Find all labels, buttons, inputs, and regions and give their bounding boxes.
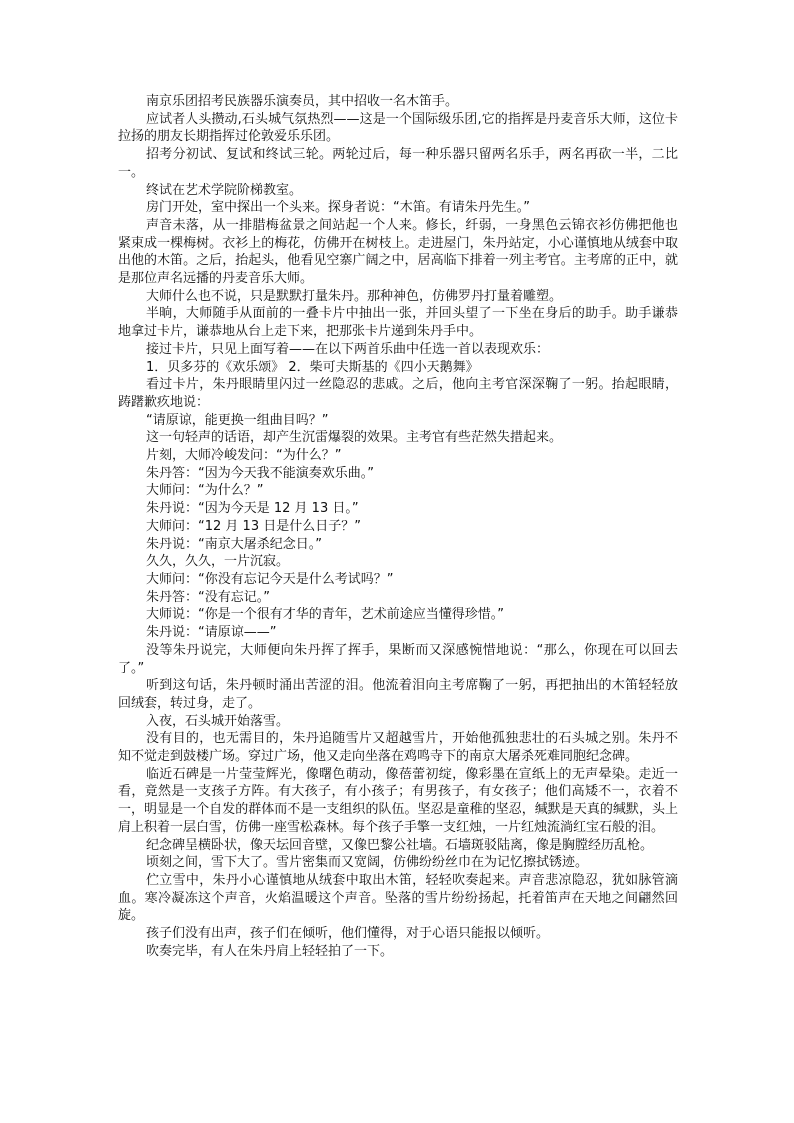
paragraph: 1．贝多芬的《欢乐颂》 2．柴可夫斯基的《四小天鹅舞》 (146, 359, 479, 375)
paragraph: 顷刻之间，雪下大了。雪片密集而又宽阔，仿佛纷纷丝巾在为记忆擦拭锈迹。 (146, 855, 589, 871)
paragraph: 片刻，大师冷峻发问：“为什么？” (146, 448, 342, 464)
paragraph: 房门开处，室中探出一个头来。探身者说：“木笛。有请朱丹先生。” (146, 200, 530, 216)
paragraph: 朱丹说：“请原谅——” (146, 625, 277, 641)
paragraph: 没有目的，也无需目的，朱丹追随雪片又超越雪片，开始他孤独悲壮的石头城之别。朱丹不知不觉走到鼓楼广场。穿过广场，他又走向坐落在鸡鸣寺下的南京大屠杀死难同胞纪念碑。 (118, 731, 678, 765)
paragraph: 半晌，大师随手从面前的一叠卡片中抽出一张，并回头望了一下坐在身后的助手。助手谦恭地拿过卡片，谦恭地从台上走下来，把那张卡片递到朱丹手中。 (118, 306, 678, 340)
paragraph: 应试者人头攒动,石头城气氛热烈——这是一个国际级乐团,它的指挥是丹麦音乐大师，这位卡拉扬的朋友长期指挥过伦敦爱乐乐团。 (118, 111, 678, 145)
paragraph: 大师问：“为什么？” (146, 483, 264, 499)
paragraph: 入夜，石头城开始落雪。 (146, 713, 290, 729)
paragraph: 大师问：“你没有忘记今天是什么考试吗？” (146, 571, 394, 587)
paragraph: 声音未落，从一排腊梅盆景之间站起一个人来。修长，纤弱，一身黑色云锦衣衫仿佛把他也紧束成一棵梅树。衣衫上的梅花，仿佛开在树枝上。走进屋门，朱丹站定，小心谨慎地从绒套中取出他的木笛。之后，抬起头，他看见空寨广阔之中，居高临下排着一列主考官。主考席的正中，就是那位声名远播的丹麦音乐大师。 (118, 217, 678, 287)
paragraph: 朱丹说：“南京大屠杀纪念日。” (146, 536, 322, 552)
paragraph: 吹奏完毕，有人在朱丹肩上轻轻拍了一下。 (146, 943, 394, 959)
document-body (118, 93, 678, 960)
paragraph: 终试在艺术学院阶梯教室。 (146, 182, 303, 198)
paragraph: 大师说：“你是一个很有才华的青年，艺术前途应当懂得珍惜。” (146, 607, 504, 623)
paragraph: 久久，久久，一片沉寂。 (146, 554, 290, 570)
paragraph: 没等朱丹说完，大师便向朱丹挥了挥手，果断而又深感惋惜地说：“那么，你现在可以回去了。” (118, 642, 678, 676)
paragraph: 朱丹答：“因为今天我不能演奏欢乐曲。” (146, 465, 374, 481)
paragraph: 接过卡片，只见上面写着——在以下两首乐曲中任选一首以表现欢乐： (146, 341, 550, 357)
paragraph: 大师问：“12 月 13 日是什么日子？” (146, 518, 361, 534)
paragraph: 朱丹说：“因为今天是 12 月 13 日。” (146, 501, 359, 517)
paragraph: 大师什么也不说，只是默默打量朱丹。那种神色，仿佛罗丹打量着雕塑。 (146, 288, 563, 304)
paragraph: 招考分初试、复试和终试三轮。两轮过后，每一种乐器只留两名乐手，两名再砍一半，二比一。 (118, 147, 678, 180)
paragraph: 纪念碑呈横卧状，像天坛回音壁，又像巴黎公社墙。石墙斑驳陆离，像是胸膛经历乱枪。 (146, 837, 654, 853)
paragraph: 朱丹答：“没有忘记。” (146, 589, 270, 605)
paragraph: 这一句轻声的话语，却产生沉雷爆裂的效果。主考官有些茫然失措起来。 (146, 430, 563, 446)
paragraph: 南京乐团招考民族器乐演奏员，其中招收一名木笛手。 (146, 94, 459, 109)
paragraph: 听到这句话，朱丹顿时涌出苦涩的泪。他流着泪向主考席鞠了一躬，再把抽出的木笛轻轻放回绒套，转过身，走了。 (118, 678, 678, 711)
paragraph: 孩子们没有出声，孩子们在倾听，他们懂得，对于心语只能报以倾听。 (146, 926, 550, 942)
paragraph: 伫立雪中，朱丹小心谨慎地从绒套中取出木笛，轻轻吹奏起来。声音悲凉隐忍，犹如脉管滴血。寒冷凝冻这个声音，火焰温暖这个声音。坠落的雪片纷纷扬起，托着笛声在天地之间翩然回旋。 (118, 872, 678, 924)
paragraph: 看过卡片，朱丹眼睛里闪过一丝隐忍的悲戚。之后，他向主考官深深鞠了一躬。抬起眼睛，踌躇歉疚地说： (118, 377, 678, 410)
paragraph: 临近石碑是一片莹莹辉光，像曙色萌动，像蓓蕾初绽，像彩墨在宣纸上的无声晕染。走近一看，竟然是一支孩子方阵。有大孩子，有小孩子；有男孩子，有女孩子；他们高矮不一，衣着不一，明显是一个自发的群体而不是一支组织的队伍。坚忍是童稚的坚忍，缄默是天真的缄默，头上肩上积着一层白雪，仿佛一座雪松森林。每个孩子手擎一支红烛，一片红烛流淌红宝石般的泪。 (118, 766, 678, 835)
paragraph: “请原谅，能更换一组曲目吗？” (146, 412, 329, 428)
